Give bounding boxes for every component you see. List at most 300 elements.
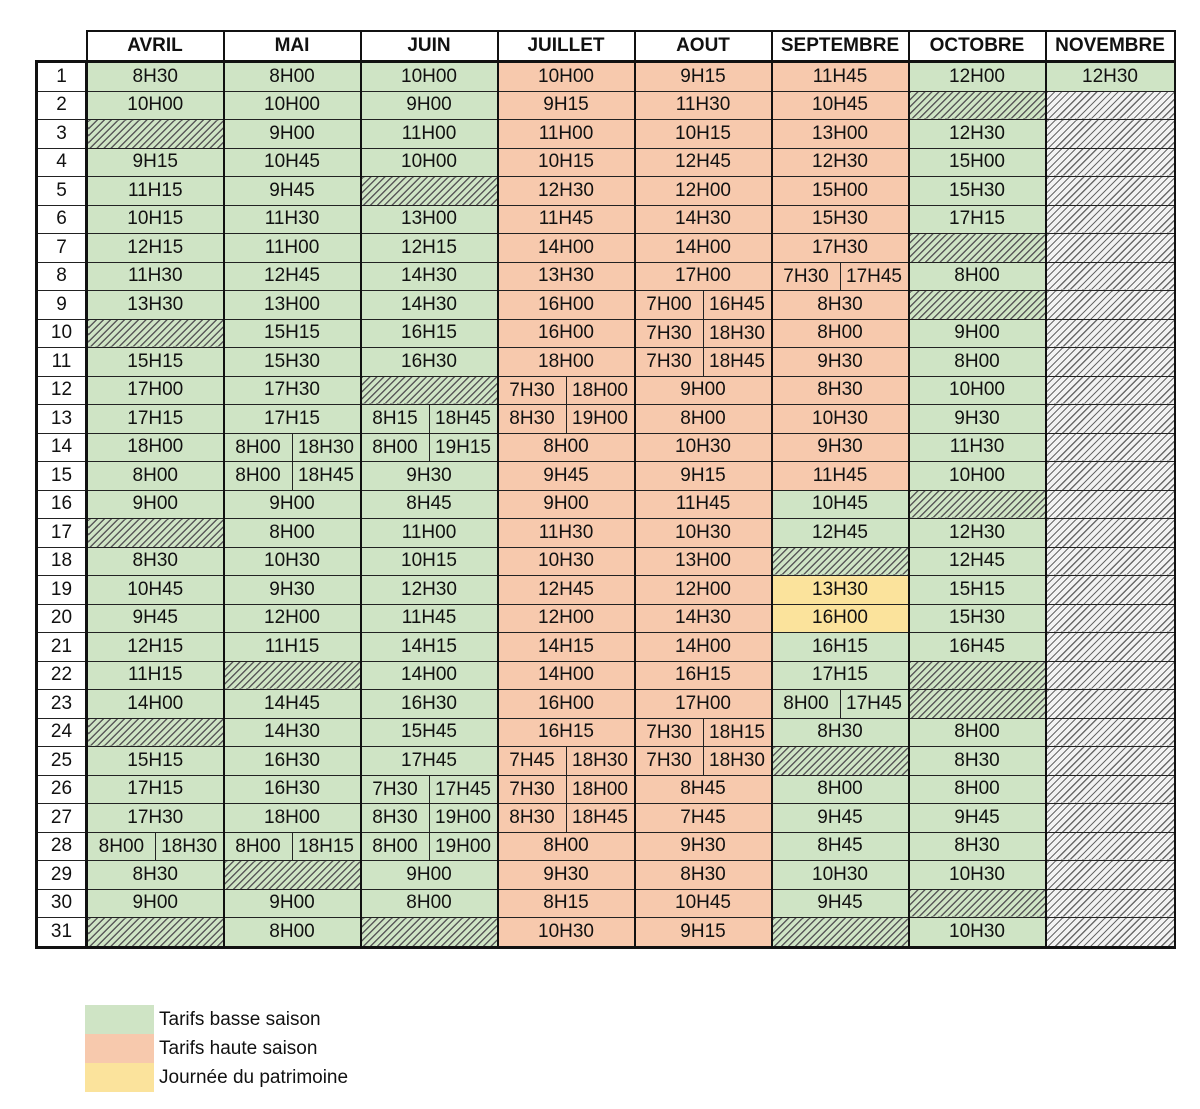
day-number: 1 xyxy=(37,62,87,92)
time-slot: 18H45 xyxy=(292,462,360,490)
time-cell: 11H00 xyxy=(498,120,635,149)
time-cell: 10H30 xyxy=(498,918,635,948)
time-slot: 7H30 xyxy=(372,778,418,800)
day-number: 2 xyxy=(37,91,87,120)
time-cell: 13H00 xyxy=(635,547,772,576)
time-cell: 9H15 xyxy=(635,62,772,92)
time-cell: 15H15 xyxy=(909,576,1046,605)
time-cell: 17H00 xyxy=(635,690,772,719)
time-cell: 8H30 xyxy=(87,62,224,92)
closed-cell xyxy=(1046,177,1175,206)
day-row xyxy=(37,804,1175,833)
time-cell-split xyxy=(224,832,361,861)
closed-cell xyxy=(1046,405,1175,434)
legend-item xyxy=(85,1063,348,1092)
day-number: 19 xyxy=(37,576,87,605)
time-cell: 10H30 xyxy=(635,519,772,548)
closed-cell xyxy=(909,91,1046,120)
time-slot: 8H00 xyxy=(783,693,829,714)
time-cell: 11H45 xyxy=(772,62,909,92)
time-cell: 11H30 xyxy=(498,519,635,548)
time-cell: 11H15 xyxy=(87,177,224,206)
closed-cell xyxy=(87,319,224,348)
closed-cell xyxy=(909,661,1046,690)
time-cell: 9H15 xyxy=(87,148,224,177)
time-cell: 15H30 xyxy=(909,177,1046,206)
time-cell: 9H45 xyxy=(224,177,361,206)
time-cell: 8H30 xyxy=(909,832,1046,861)
time-cell: 8H30 xyxy=(772,718,909,747)
time-cell: 12H45 xyxy=(772,519,909,548)
closed-cell xyxy=(1046,690,1175,719)
time-slot: 18H00 xyxy=(566,776,634,804)
day-row xyxy=(37,918,1175,948)
closed-cell xyxy=(909,234,1046,263)
time-cell: 17H15 xyxy=(909,205,1046,234)
time-slot: 19H15 xyxy=(429,434,497,462)
time-cell: 14H30 xyxy=(361,291,498,320)
closed-cell xyxy=(1046,91,1175,120)
day-number: 11 xyxy=(37,348,87,377)
month-header: JUILLET xyxy=(498,31,635,62)
time-cell: 9H15 xyxy=(498,91,635,120)
closed-cell xyxy=(1046,205,1175,234)
time-cell: 13H30 xyxy=(87,291,224,320)
time-slot: 7H30 xyxy=(646,322,692,344)
time-cell: 8H30 xyxy=(909,747,1046,776)
time-cell: 14H15 xyxy=(361,633,498,662)
day-number: 7 xyxy=(37,234,87,263)
day-number: 6 xyxy=(37,205,87,234)
day-row xyxy=(37,576,1175,605)
time-slot: 7H30 xyxy=(783,265,829,287)
time-cell-split xyxy=(635,718,772,747)
time-cell: 8H45 xyxy=(772,832,909,861)
time-cell-split xyxy=(224,433,361,462)
day-row xyxy=(37,661,1175,690)
day-row xyxy=(37,433,1175,462)
time-cell: 16H00 xyxy=(498,291,635,320)
closed-cell xyxy=(1046,291,1175,320)
time-cell: 12H45 xyxy=(224,262,361,291)
time-cell: 10H45 xyxy=(772,490,909,519)
time-cell: 9H45 xyxy=(909,804,1046,833)
time-cell-split xyxy=(361,405,498,434)
time-cell: 12H30 xyxy=(498,177,635,206)
time-cell: 8H15 xyxy=(498,889,635,918)
time-cell: 12H00 xyxy=(635,177,772,206)
day-number: 25 xyxy=(37,747,87,776)
time-cell: 11H00 xyxy=(224,234,361,263)
time-cell-split xyxy=(772,690,909,719)
time-slot: 18H00 xyxy=(566,377,634,405)
time-cell-split xyxy=(498,775,635,804)
time-cell: 11H15 xyxy=(224,633,361,662)
closed-cell xyxy=(87,519,224,548)
legend-item xyxy=(85,1034,348,1063)
time-slot: 18H45 xyxy=(566,804,634,832)
time-cell: 10H00 xyxy=(361,62,498,92)
closed-cell xyxy=(224,661,361,690)
time-slot: 18H30 xyxy=(703,320,771,348)
time-cell: 12H30 xyxy=(909,120,1046,149)
time-cell: 14H00 xyxy=(361,661,498,690)
closed-cell xyxy=(909,690,1046,719)
time-cell: 8H00 xyxy=(498,832,635,861)
closed-cell xyxy=(1046,462,1175,491)
time-cell: 12H00 xyxy=(909,62,1046,92)
time-cell: 8H00 xyxy=(909,718,1046,747)
closed-cell xyxy=(361,177,498,206)
closed-cell xyxy=(1046,433,1175,462)
time-cell: 12H45 xyxy=(498,576,635,605)
closed-cell xyxy=(1046,832,1175,861)
time-cell: 8H00 xyxy=(224,519,361,548)
time-cell: 9H00 xyxy=(361,861,498,890)
time-cell: 9H30 xyxy=(909,405,1046,434)
time-cell: 17H00 xyxy=(87,376,224,405)
closed-cell xyxy=(772,547,909,576)
time-cell: 12H45 xyxy=(909,547,1046,576)
month-header: OCTOBRE xyxy=(909,31,1046,62)
time-cell: 9H30 xyxy=(772,433,909,462)
day-number: 22 xyxy=(37,661,87,690)
time-slot: 18H30 xyxy=(566,747,634,775)
time-cell: 9H45 xyxy=(498,462,635,491)
time-cell: 9H15 xyxy=(635,462,772,491)
day-number: 13 xyxy=(37,405,87,434)
day-number: 17 xyxy=(37,519,87,548)
day-row xyxy=(37,262,1175,291)
closed-cell xyxy=(1046,918,1175,948)
time-cell: 8H00 xyxy=(498,433,635,462)
closed-cell xyxy=(1046,490,1175,519)
time-cell: 18H00 xyxy=(498,348,635,377)
time-cell: 8H30 xyxy=(772,376,909,405)
time-cell: 13H00 xyxy=(224,291,361,320)
time-cell: 15H30 xyxy=(772,205,909,234)
time-cell: 14H00 xyxy=(635,234,772,263)
time-cell: 9H00 xyxy=(635,376,772,405)
time-slot: 18H15 xyxy=(703,719,771,747)
closed-cell xyxy=(1046,775,1175,804)
time-slot: 8H00 xyxy=(372,436,418,458)
day-row xyxy=(37,547,1175,576)
time-cell: 18H00 xyxy=(87,433,224,462)
time-cell: 16H30 xyxy=(361,690,498,719)
legend xyxy=(85,1005,348,1092)
time-cell: 16H00 xyxy=(498,319,635,348)
time-cell: 17H00 xyxy=(635,262,772,291)
time-cell: 10H00 xyxy=(224,91,361,120)
day-row xyxy=(37,775,1175,804)
time-cell: 15H30 xyxy=(224,348,361,377)
time-cell: 17H15 xyxy=(87,405,224,434)
time-cell: 10H00 xyxy=(361,148,498,177)
time-cell: 8H30 xyxy=(772,291,909,320)
time-cell: 8H00 xyxy=(224,918,361,948)
time-cell: 10H30 xyxy=(909,861,1046,890)
time-cell: 16H30 xyxy=(361,348,498,377)
time-cell: 10H15 xyxy=(498,148,635,177)
time-slot: 18H30 xyxy=(292,434,360,462)
time-slot: 7H45 xyxy=(509,750,555,771)
time-cell: 18H00 xyxy=(224,804,361,833)
legend-swatch xyxy=(85,1005,154,1034)
time-cell-split xyxy=(498,747,635,776)
closed-cell xyxy=(1046,861,1175,890)
closed-cell xyxy=(1046,262,1175,291)
time-cell: 9H30 xyxy=(224,576,361,605)
time-cell: 16H30 xyxy=(224,747,361,776)
time-cell: 15H00 xyxy=(909,148,1046,177)
time-cell: 12H30 xyxy=(361,576,498,605)
schedule-table xyxy=(35,30,1176,949)
day-number: 31 xyxy=(37,918,87,948)
time-cell: 9H30 xyxy=(361,462,498,491)
time-cell-split xyxy=(498,405,635,434)
time-cell: 10H30 xyxy=(635,433,772,462)
time-cell: 14H30 xyxy=(635,604,772,633)
time-cell: 10H45 xyxy=(772,91,909,120)
schedule-body xyxy=(37,62,1175,948)
time-cell: 11H30 xyxy=(87,262,224,291)
day-number: 5 xyxy=(37,177,87,206)
day-row xyxy=(37,405,1175,434)
time-slot: 7H30 xyxy=(646,750,692,771)
closed-cell xyxy=(1046,376,1175,405)
time-cell: 10H00 xyxy=(909,462,1046,491)
closed-cell xyxy=(1046,718,1175,747)
time-cell: 8H00 xyxy=(772,775,909,804)
day-number: 20 xyxy=(37,604,87,633)
time-cell: 8H00 xyxy=(909,348,1046,377)
time-slot: 7H30 xyxy=(646,721,692,743)
day-row xyxy=(37,291,1175,320)
closed-cell xyxy=(361,376,498,405)
day-number: 27 xyxy=(37,804,87,833)
time-cell: 13H30 xyxy=(772,576,909,605)
time-cell: 9H00 xyxy=(909,319,1046,348)
time-cell: 16H15 xyxy=(498,718,635,747)
closed-cell xyxy=(909,889,1046,918)
time-cell: 10H30 xyxy=(772,861,909,890)
time-cell: 11H15 xyxy=(87,661,224,690)
time-cell: 8H30 xyxy=(87,547,224,576)
day-number: 30 xyxy=(37,889,87,918)
time-cell: 14H45 xyxy=(224,690,361,719)
time-cell-split xyxy=(772,262,909,291)
legend-label: Tarifs basse saison xyxy=(159,1008,321,1030)
closed-cell xyxy=(1046,747,1175,776)
time-cell: 15H45 xyxy=(361,718,498,747)
time-slot: 18H45 xyxy=(429,405,497,433)
time-cell: 8H30 xyxy=(87,861,224,890)
time-cell: 17H15 xyxy=(224,405,361,434)
day-row xyxy=(37,889,1175,918)
time-cell: 9H45 xyxy=(772,889,909,918)
legend-swatch xyxy=(85,1063,154,1092)
day-number: 21 xyxy=(37,633,87,662)
time-cell-split xyxy=(224,462,361,491)
month-header: AOUT xyxy=(635,31,772,62)
day-row xyxy=(37,234,1175,263)
time-cell-split xyxy=(498,376,635,405)
time-cell: 15H15 xyxy=(87,348,224,377)
time-cell: 10H45 xyxy=(224,148,361,177)
day-number: 29 xyxy=(37,861,87,890)
legend-label: Tarifs haute saison xyxy=(159,1037,318,1059)
time-cell: 11H45 xyxy=(361,604,498,633)
day-number: 8 xyxy=(37,262,87,291)
time-cell: 12H30 xyxy=(772,148,909,177)
time-cell: 8H00 xyxy=(772,319,909,348)
time-cell-split xyxy=(635,291,772,320)
time-cell: 9H00 xyxy=(87,490,224,519)
time-cell: 13H30 xyxy=(498,262,635,291)
closed-cell xyxy=(1046,889,1175,918)
time-cell: 15H15 xyxy=(87,747,224,776)
time-cell: 16H00 xyxy=(772,604,909,633)
time-cell: 15H15 xyxy=(224,319,361,348)
day-row xyxy=(37,832,1175,861)
time-slot: 8H30 xyxy=(509,807,555,828)
time-cell: 16H15 xyxy=(361,319,498,348)
time-slot: 18H15 xyxy=(292,833,360,861)
month-header: MAI xyxy=(224,31,361,62)
time-cell-split xyxy=(635,747,772,776)
time-cell: 14H00 xyxy=(635,633,772,662)
day-number: 16 xyxy=(37,490,87,519)
time-cell: 14H00 xyxy=(87,690,224,719)
closed-cell xyxy=(1046,604,1175,633)
time-cell: 17H15 xyxy=(772,661,909,690)
time-cell: 13H00 xyxy=(361,205,498,234)
month-header: NOVEMBRE xyxy=(1046,31,1175,62)
time-cell: 14H30 xyxy=(635,205,772,234)
closed-cell xyxy=(1046,319,1175,348)
time-cell-split xyxy=(361,832,498,861)
time-cell: 8H00 xyxy=(909,775,1046,804)
day-number: 10 xyxy=(37,319,87,348)
time-slot: 8H30 xyxy=(372,807,418,828)
day-row xyxy=(37,490,1175,519)
time-cell-split xyxy=(498,804,635,833)
time-cell: 8H45 xyxy=(361,490,498,519)
time-cell: 15H00 xyxy=(772,177,909,206)
time-cell: 17H30 xyxy=(87,804,224,833)
time-slot: 17H45 xyxy=(840,690,908,718)
time-cell-split xyxy=(635,319,772,348)
time-cell: 12H00 xyxy=(498,604,635,633)
time-slot: 19H00 xyxy=(429,833,497,861)
day-number: 24 xyxy=(37,718,87,747)
closed-cell xyxy=(361,918,498,948)
time-slot: 18H45 xyxy=(703,348,771,376)
time-cell: 14H15 xyxy=(498,633,635,662)
time-cell: 12H15 xyxy=(87,633,224,662)
time-cell: 10H30 xyxy=(772,405,909,434)
time-cell: 10H15 xyxy=(87,205,224,234)
time-cell: 17H15 xyxy=(87,775,224,804)
time-slot: 17H45 xyxy=(840,263,908,291)
time-cell: 12H15 xyxy=(87,234,224,263)
time-slot: 18H30 xyxy=(703,747,771,775)
day-number: 18 xyxy=(37,547,87,576)
day-row xyxy=(37,861,1175,890)
time-cell-split xyxy=(361,804,498,833)
time-cell: 14H00 xyxy=(498,234,635,263)
time-slot: 8H30 xyxy=(509,408,555,429)
time-cell: 8H00 xyxy=(87,462,224,491)
time-cell: 16H00 xyxy=(498,690,635,719)
time-cell: 9H15 xyxy=(635,918,772,948)
time-cell: 10H45 xyxy=(87,576,224,605)
closed-cell xyxy=(772,918,909,948)
time-cell-split xyxy=(87,832,224,861)
header-row xyxy=(37,31,1175,62)
day-row xyxy=(37,462,1175,491)
time-cell: 12H45 xyxy=(635,148,772,177)
time-cell: 9H45 xyxy=(87,604,224,633)
time-cell: 9H00 xyxy=(87,889,224,918)
time-cell: 9H30 xyxy=(498,861,635,890)
legend-label: Journée du patrimoine xyxy=(159,1066,349,1088)
time-cell: 11H00 xyxy=(361,519,498,548)
time-cell: 9H30 xyxy=(635,832,772,861)
closed-cell xyxy=(224,861,361,890)
time-cell: 16H15 xyxy=(772,633,909,662)
time-cell: 10H30 xyxy=(909,918,1046,948)
time-cell: 14H30 xyxy=(224,718,361,747)
time-slot: 8H00 xyxy=(235,465,281,486)
day-number: 3 xyxy=(37,120,87,149)
time-cell: 12H00 xyxy=(635,576,772,605)
time-slot: 17H45 xyxy=(429,776,497,804)
time-cell: 11H45 xyxy=(498,205,635,234)
month-header: SEPTEMBRE xyxy=(772,31,909,62)
closed-cell xyxy=(1046,234,1175,263)
time-cell: 9H00 xyxy=(498,490,635,519)
time-cell: 10H45 xyxy=(635,889,772,918)
time-cell: 13H00 xyxy=(772,120,909,149)
closed-cell xyxy=(87,120,224,149)
day-number: 26 xyxy=(37,775,87,804)
time-slot: 8H00 xyxy=(235,436,281,458)
time-cell: 11H30 xyxy=(635,91,772,120)
time-cell: 9H45 xyxy=(772,804,909,833)
time-cell: 10H30 xyxy=(498,547,635,576)
time-slot: 8H00 xyxy=(98,835,145,857)
day-number: 9 xyxy=(37,291,87,320)
time-cell: 17H45 xyxy=(361,747,498,776)
closed-cell xyxy=(1046,633,1175,662)
day-row xyxy=(37,747,1175,776)
day-row xyxy=(37,348,1175,377)
day-row xyxy=(37,690,1175,719)
time-cell: 11H30 xyxy=(909,433,1046,462)
legend-item xyxy=(85,1005,348,1034)
time-slot: 7H30 xyxy=(646,351,692,372)
time-slot: 19H00 xyxy=(566,405,634,433)
day-row xyxy=(37,177,1175,206)
time-cell: 14H00 xyxy=(498,661,635,690)
closed-cell xyxy=(1046,348,1175,377)
time-cell: 14H30 xyxy=(361,262,498,291)
day-row xyxy=(37,91,1175,120)
time-cell: 17H30 xyxy=(772,234,909,263)
time-cell: 16H15 xyxy=(635,661,772,690)
